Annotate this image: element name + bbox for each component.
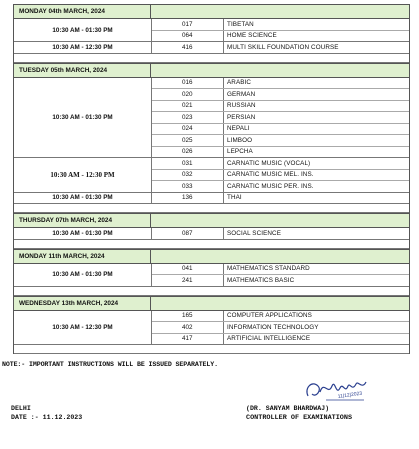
- subject-row: [152, 101, 409, 113]
- subject-name: CARNATIC MUSIC (VOCAL): [227, 159, 311, 167]
- subject-row: [152, 264, 409, 276]
- exam-date: MONDAY 04th MARCH, 2024: [14, 5, 151, 18]
- exam-date: THURSDAY 07th MARCH, 2024: [14, 214, 151, 227]
- subject-row: [152, 89, 409, 101]
- spacer-row: [14, 345, 409, 354]
- signatory-name: (DR. SANYAM BHARDWAJ): [246, 405, 330, 412]
- subject-row: [152, 193, 409, 204]
- subject-code: 417: [152, 334, 224, 345]
- day-header: [14, 249, 409, 264]
- subject-row: [152, 322, 409, 334]
- subject-code: 041: [152, 264, 224, 275]
- day-header: [14, 63, 409, 78]
- exam-time: 10:30 AM - 01:30 PM: [14, 264, 152, 286]
- subject-name: GERMAN: [227, 90, 256, 98]
- day-header: [14, 296, 409, 311]
- subject-name: NEPALI: [227, 125, 250, 133]
- signature-image: [302, 374, 380, 406]
- subject-name: MATHEMATICS BASIC: [227, 276, 295, 284]
- exam-time: 10:30 AM - 01:30 PM: [14, 78, 152, 158]
- exam-time: 10:30 AM - 12:30 PM: [14, 42, 152, 53]
- subject-code: 020: [152, 89, 224, 100]
- exam-session: [14, 228, 409, 240]
- subject-name: LEPCHA: [227, 148, 253, 156]
- subject-name: HOME SCIENCE: [227, 32, 277, 40]
- exam-time: 10:30 AM - 01:30 PM: [14, 193, 152, 204]
- subject-name: RUSSIAN: [227, 102, 256, 110]
- svg-text:11|12|2023: 11|12|2023: [337, 390, 363, 400]
- subject-name: CARNATIC MUSIC PER. INS.: [227, 182, 314, 190]
- day-header: [14, 213, 409, 228]
- subject-name: INFORMATION TECHNOLOGY: [227, 323, 319, 331]
- subject-code: 031: [152, 158, 224, 169]
- exam-time: 10:30 AM - 12:30 PM: [14, 158, 152, 192]
- exam-session: [14, 264, 409, 287]
- subject-code: 021: [152, 101, 224, 112]
- subject-name: MATHEMATICS STANDARD: [227, 265, 310, 273]
- subject-code: 416: [152, 42, 224, 53]
- subject-name: TIBETAN: [227, 20, 254, 28]
- subject-code: 033: [152, 181, 224, 192]
- subject-code: 017: [152, 19, 224, 30]
- subject-code: 064: [152, 31, 224, 42]
- subject-row: [152, 170, 409, 182]
- subject-row: [152, 124, 409, 136]
- subject-row: [152, 311, 409, 323]
- subject-row: [152, 158, 409, 170]
- subject-code: 024: [152, 124, 224, 135]
- subject-code: 032: [152, 170, 224, 181]
- subject-name: PERSIAN: [227, 113, 256, 121]
- exam-date: WEDNESDAY 13th MARCH, 2024: [14, 297, 151, 310]
- subject-row: [152, 31, 409, 42]
- exam-time: 10:30 AM - 01:30 PM: [14, 228, 152, 239]
- exam-session: [14, 158, 409, 193]
- day-header: [14, 4, 409, 19]
- subject-name: SOCIAL SCIENCE: [227, 229, 282, 237]
- exam-time: 10:30 AM - 01:30 PM: [14, 19, 152, 41]
- signatory-designation: CONTROLLER OF EXAMINATIONS: [246, 414, 353, 422]
- spacer-row: [14, 54, 409, 63]
- subject-code: 023: [152, 112, 224, 123]
- subject-row: [152, 42, 409, 53]
- exam-session: [14, 311, 409, 346]
- subject-code: 025: [152, 135, 224, 146]
- exam-date: MONDAY 11th MARCH, 2024: [14, 250, 151, 263]
- instructions-note: NOTE:- IMPORTANT INSTRUCTIONS WILL BE ISSUED SEPARATELY.: [2, 361, 218, 368]
- datesheet-table: [13, 4, 410, 354]
- subject-name: COMPUTER APPLICATIONS: [227, 312, 312, 320]
- subject-code: 241: [152, 275, 224, 286]
- subject-row: [152, 78, 409, 90]
- exam-date: TUESDAY 05th MARCH, 2024: [14, 64, 151, 77]
- subject-name: ARTIFICIAL INTELLIGENCE: [227, 335, 311, 343]
- place: DELHI: [11, 405, 31, 412]
- subject-row: [152, 228, 409, 239]
- subject-name: MULTI SKILL FOUNDATION COURSE: [227, 43, 339, 51]
- subject-code: 402: [152, 322, 224, 333]
- subject-name: LIMBOO: [227, 136, 253, 144]
- subject-name: THAI: [227, 194, 242, 202]
- subject-row: [152, 19, 409, 31]
- exam-session: [14, 78, 409, 159]
- subject-row: [152, 334, 409, 345]
- issue-date: DATE :- 11.12.2023: [11, 414, 83, 421]
- subject-row: [152, 181, 409, 192]
- spacer-row: [14, 204, 409, 213]
- spacer-row: [14, 287, 409, 296]
- subject-code: 016: [152, 78, 224, 89]
- exam-session: [14, 42, 409, 54]
- subject-name: CARNATIC MUSIC MEL. INS.: [227, 171, 314, 179]
- exam-session: [14, 19, 409, 42]
- subject-row: [152, 275, 409, 286]
- subject-code: 087: [152, 228, 224, 239]
- subject-code: 026: [152, 147, 224, 158]
- subject-name: ARABIC: [227, 79, 252, 87]
- exam-time: 10:30 AM - 12:30 PM: [14, 311, 152, 345]
- subject-code: 165: [152, 311, 224, 322]
- subject-code: 136: [152, 193, 224, 204]
- subject-row: [152, 135, 409, 147]
- exam-session: [14, 193, 409, 205]
- subject-row: [152, 112, 409, 124]
- spacer-row: [14, 240, 409, 249]
- subject-row: [152, 147, 409, 158]
